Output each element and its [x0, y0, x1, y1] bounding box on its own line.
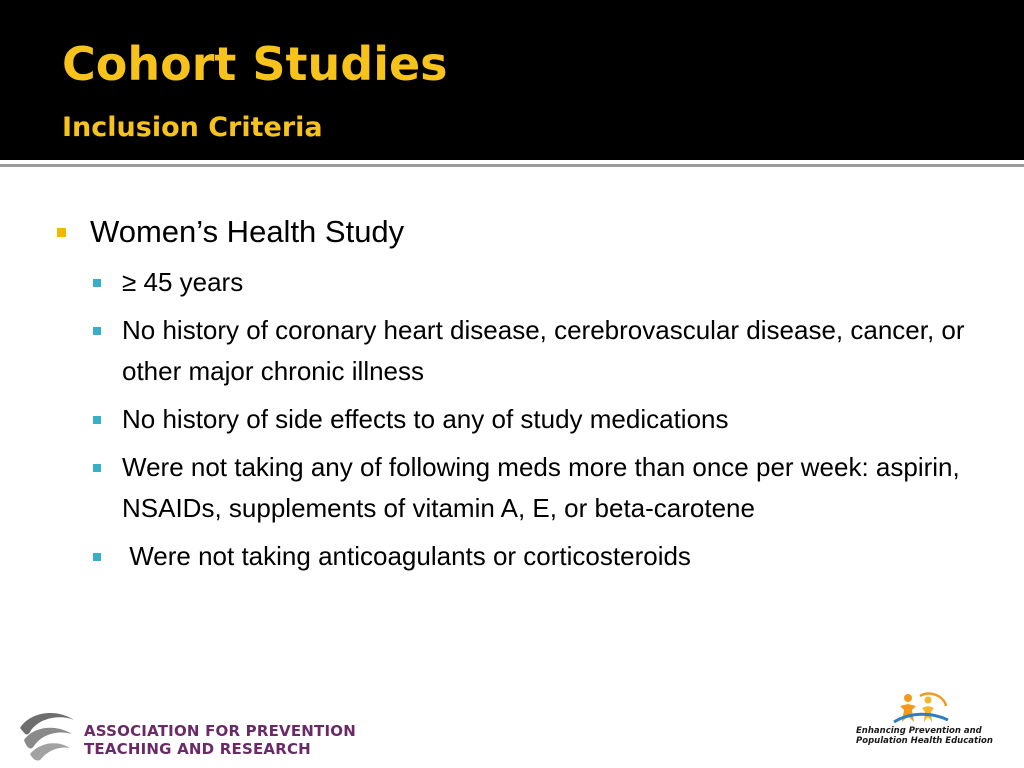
- square-bullet-icon: [93, 416, 101, 424]
- sub-bullet-item: [92, 447, 972, 529]
- square-bullet-icon: [93, 464, 101, 472]
- prevention-education-logo: [850, 688, 993, 760]
- slide-subtitle: Inclusion Criteria: [62, 112, 323, 143]
- figures-swoosh-icon: [890, 692, 950, 726]
- sub-bullet-text: Were not taking anticoagulants or corticosteroids: [122, 541, 691, 571]
- sub-bullet-list: [92, 262, 972, 584]
- sub-bullet-text: ≥ 45 years: [122, 267, 244, 297]
- aptr-name-line-2: TEACHING AND RESEARCH: [84, 740, 311, 758]
- square-bullet-icon: [93, 553, 101, 561]
- sub-bullet-text: No history of side effects to any of study medications: [122, 404, 729, 434]
- square-bullet-icon: [57, 228, 66, 237]
- aptr-name-line-1: ASSOCIATION FOR PREVENTION: [84, 722, 356, 740]
- sub-bullet-item: [92, 536, 972, 577]
- sub-bullet-item: [92, 262, 972, 303]
- square-bullet-icon: [93, 327, 101, 335]
- slide-title: Cohort Studies: [62, 37, 448, 91]
- sub-bullet-text: No history of coronary heart disease, cerebrovascular disease, cancer, or other major chronic illness: [122, 315, 965, 386]
- tagline-line-2: Population Health Education: [856, 736, 993, 746]
- tagline-line-1: Enhancing Prevention and: [856, 726, 982, 736]
- sub-bullet-item: [92, 399, 972, 440]
- aptr-logo: [16, 706, 356, 762]
- sub-bullet-item: [92, 310, 972, 392]
- sub-bullet-text: Were not taking any of following meds more than once per week: aspirin, NSAIDs, supplements of vitamin A, E, or beta-carotene: [122, 452, 960, 523]
- square-bullet-icon: [93, 279, 101, 287]
- aptr-swoosh-icon: [16, 706, 78, 762]
- main-bullet-text: Women’s Health Study: [90, 214, 405, 249]
